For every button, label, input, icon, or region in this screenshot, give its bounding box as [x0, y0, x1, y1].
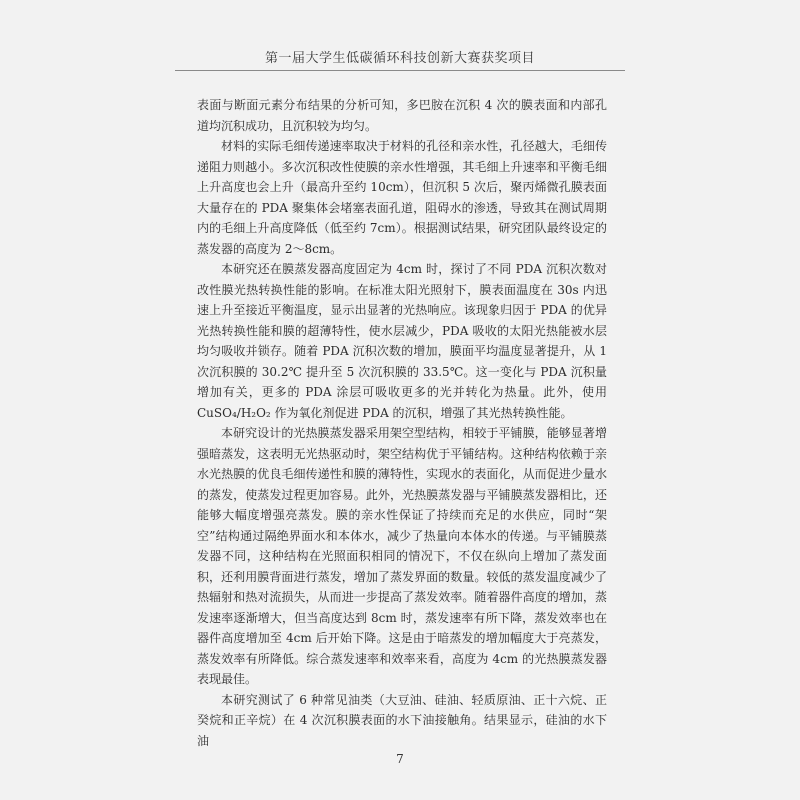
- body-text: [197, 95, 607, 751]
- paragraph-photothermal: 本研究还在膜蒸发器高度固定为 4cm 时，探讨了不同 PDA 沉积次数对改性膜光热转换性能的影响。在标准太阳光照射下，膜表面温度在 30s 内迅速上升至接近平衡温度，显示出显著的光热响应。该现象归因于 PDA 的优异光热转换性能和膜的超薄特性，使水层减少，PDA 吸收的太阳光热能被水层均匀吸收并锁存。随着 PDA 沉积次数的增加，膜面平均温度显著提升，从 1 次沉积膜的 30.2℃ 提升至 5 次沉积膜的 33.5℃。这一变化与 PDA 沉积量增加有关，更多的 PDA 涂层可吸收更多的光并转化为热量。此外，使用 CuSO₄/H₂O₂ 作为氧化剂促进 PDA 的沉积，增强了其光热转换性能。: [197, 262, 607, 420]
- page-number: 7: [396, 752, 404, 766]
- paragraph-continued: 表面与断面元素分布结果的分析可知，多巴胺在沉积 4 次的膜表面和内部孔道均沉积成功，且沉积较为均匀。: [197, 98, 607, 133]
- paragraph-capillary: 材料的实际毛细传递速率取决于材料的孔径和亲水性，孔径越大，毛细传递阻力则越小。多次沉积改性使膜的亲水性增强，其毛细上升速率和平衡毛细上升高度也会上升（最高升至约 10cm），但沉积 5 次后，聚丙烯微孔膜表面大量存在的 PDA 聚集体会堵塞表面孔道，阻碍水的渗透，导致其在测试周期内的毛细上升高度降低（低至约 7cm）。根据测试结果，研究团队最终设定的蒸发器的高度为 2～8cm。: [197, 139, 607, 256]
- paragraph-oil-contact-angle: 本研究测试了 6 种常见油类（大豆油、硅油、轻质原油、正十六烷、正癸烷和正辛烷）在 4 次沉积膜表面的水下油接触角。结果显示，硅油的水下油: [197, 692, 607, 748]
- header-divider: [175, 70, 625, 71]
- paragraph-evaporator-structure: 本研究设计的光热膜蒸发器采用架空型结构，相较于平铺膜，能够显著增强暗蒸发，这表明无光热驱动时，架空结构优于平铺结构。这种结构依赖于亲水光热膜的优良毛细传递性和膜的薄特性，实现水的表面化，从而促进少量水的蒸发，使蒸发过程更加容易。此外，光热膜蒸发器与平铺膜蒸发器相比，还能够大幅度增强亮蒸发。膜的亲水性保证了持续而充足的水供应，同时“架空”结构通过隔绝界面水和本体水，减少了热量向本体水的传递。与平铺膜蒸发器不同，这种结构在光照面积相同的情况下，不仅在纵向上增加了蒸发面积，还利用膜背面进行蒸发，增加了蒸发界面的数量。较低的蒸发温度减少了热辐射和热对流损失，从而进一步提高了蒸发效率。随着器件高度的增加，蒸发速率逐渐增大，但当高度达到 8cm 时，蒸发速率有所下降，蒸发效率也在器件高度增加至 4cm 后开始下降。这是由于暗蒸发的增加幅度大于亮蒸发，蒸发效率有所降低。综合蒸发速率和效率来看，高度为 4cm 的光热膜蒸发器表现最佳。: [197, 426, 607, 686]
- running-header: 第一届大学生低碳循环科技创新大赛获奖项目: [264, 51, 535, 66]
